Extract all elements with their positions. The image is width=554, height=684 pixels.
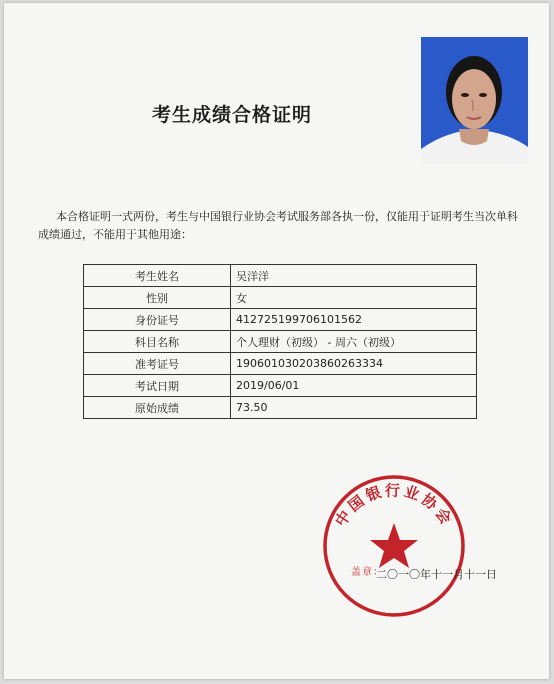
table-row-score (84, 397, 477, 419)
row-value: 个人理财（初级） - 周六（初级） (231, 331, 477, 353)
row-value: 190601030203860263334 (231, 353, 477, 375)
intro-paragraph: 本合格证明一式两份，考生与中国银行业协会考试服务部各执一份，仅能用于证明考生当次单科成绩通过，不能用于其他用途： (38, 210, 518, 241)
row-label: 考生姓名 (84, 265, 231, 287)
table-row-name (84, 265, 477, 287)
table-row-gender (84, 287, 477, 309)
row-label: 原始成绩 (84, 397, 231, 419)
star-icon (370, 523, 418, 568)
row-label: 身份证号 (84, 309, 231, 331)
score-table (83, 264, 477, 419)
row-label: 考试日期 (84, 375, 231, 397)
row-value: 吴洋洋 (231, 265, 477, 287)
stamp-prefix: 盖章： (351, 567, 384, 578)
portrait-image (421, 37, 528, 164)
svg-text:中国银行业协会: 中国银行业协会 (331, 481, 457, 530)
row-label: 准考证号 (84, 353, 231, 375)
table-row-id_number (84, 309, 477, 331)
row-value: 女 (231, 287, 477, 309)
official-seal (319, 471, 469, 621)
row-value: 2019/06/01 (231, 375, 477, 397)
issue-date: 二〇一〇年十一月十一日 (376, 568, 497, 581)
page-title: 考生成绩合格证明 (152, 104, 313, 126)
row-label: 性别 (84, 287, 231, 309)
row-value: 73.50 (231, 397, 477, 419)
certificate-page (4, 3, 549, 679)
row-value: 412725199706101562 (231, 309, 477, 331)
table-row-exam_date (84, 375, 477, 397)
table-row-admission_no (84, 353, 477, 375)
applicant-photo (421, 37, 528, 164)
row-label: 科目名称 (84, 331, 231, 353)
table-row-subject (84, 331, 477, 353)
